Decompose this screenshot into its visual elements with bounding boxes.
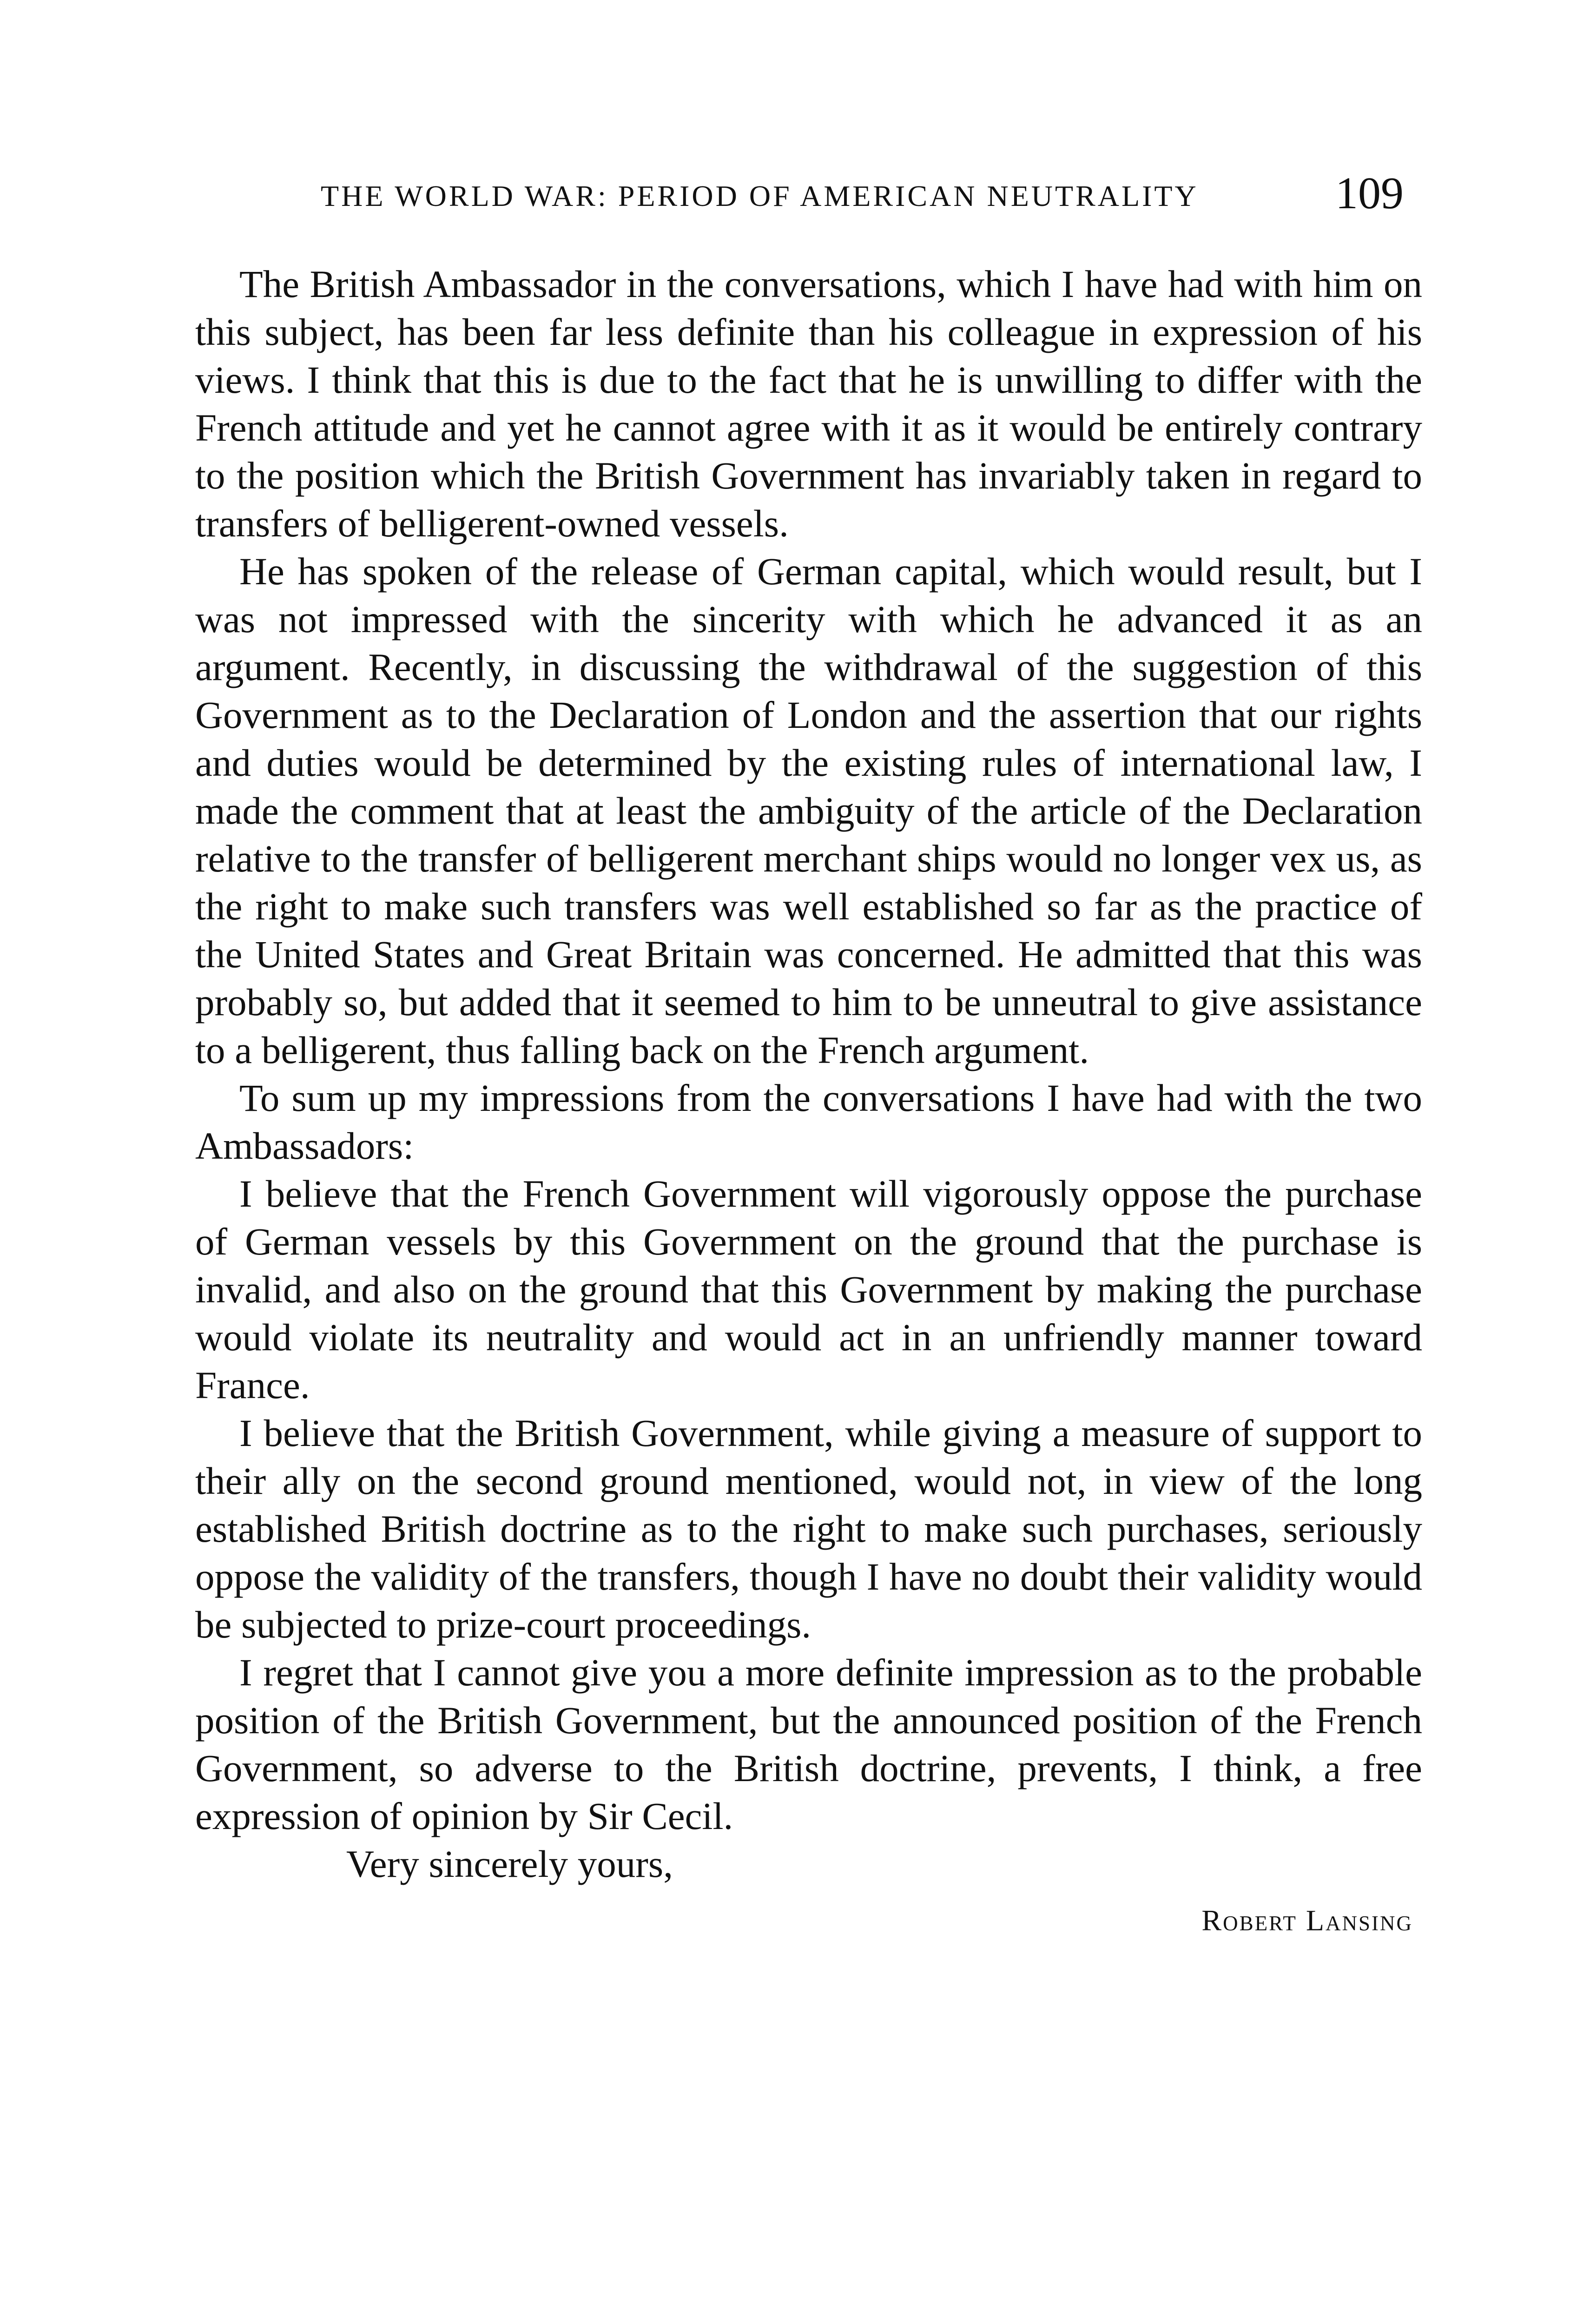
signature: Robert Lansing [1201,1904,1413,1937]
paragraph: To sum up my impressions from the conversations I have had with the two Ambassadors: [195,1076,1422,1167]
complimentary-close: Very sincerely yours, [346,1842,673,1885]
paragraph: I regret that I cannot give you a more definite impression as to the probable position of the British Government, but the announced position of the French Government, so adverse to the British doctrine, prevents, I think, a free expression of opinion by Sir Cecil. [195,1651,1422,1837]
running-title: THE WORLD WAR: PERIOD OF AMERICAN NEUTRALITY [321,179,1199,212]
document-page [195,167,1422,1944]
letter-body [195,260,1422,1944]
paragraph: He has spoken of the release of German capital, which would result, but I was not impressed with the sincerity with which he advanced it as an argument. Recently, in discussing the withdrawal of the suggestion of this Government as to the Declaration of London and the assertion that our rights and duties would be determined by the existing rules of international law, I made the comment that at least the ambiguity of the article of the Declaration relative to the transfer of belligerent merchant ships would no longer vex us, as the right to make such transfers was well established so far as the practice of the United States and Great Britain was concerned. He admitted that this was probably so, but added that it seemed to him to be unneutral to give assistance to a belligerent, thus falling back on the French argument. [195,550,1422,1071]
page-number: 109 [1335,168,1404,218]
running-header [195,167,1422,232]
paragraph: The British Ambassador in the conversations, which I have had with him on this subject, has been far less definite than his colleague in expression of his views. I think that this is due to the fact that he is unwilling to differ with the French attitude and yet he cannot agree with it as it would be entirely contrary to the position which the British Government has invariably taken in regard to transfers of belligerent-owned vessels. [195,263,1422,545]
paragraph: I believe that the British Government, while giving a measure of support to their ally on the second ground mentioned, would not, in view of the long established British doctrine as to the right to make such purchases, seriously oppose the validity of the transfers, though I have no doubt their validity would be subjected to prize-court proceedings. [195,1412,1422,1646]
paragraph: I believe that the French Government will vigorously oppose the purchase of German vessels by this Government on the ground that the purchase is invalid, and also on the ground that this Government by making the purchase would violate its neutrality and would act in an unfriendly manner toward France. [195,1172,1422,1406]
